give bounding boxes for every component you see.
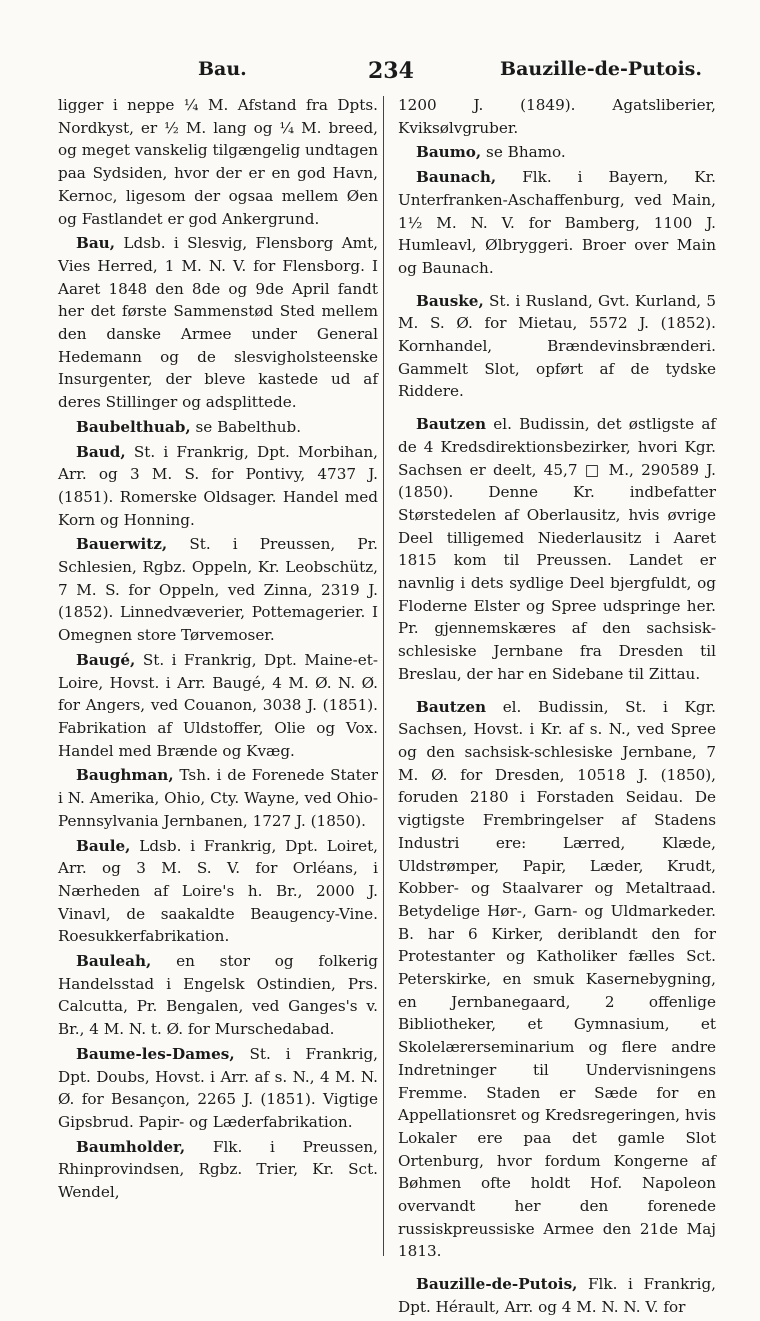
entry-text: Tsh. i de Forenede Stater i N. Amerika, Ohio, Cty. Wayne, ved Ohio-Pennsylvania Jernbanen, 1727 J. (1850). — [58, 766, 379, 830]
entry-text: Flk. i Frankrig, Dpt. Hérault, Arr. og 4 M. N. N. V. for — [398, 1275, 716, 1316]
dictionary-entry — [398, 1273, 716, 1318]
entry-headword: Bau, — [76, 234, 116, 253]
dictionary-entry — [58, 232, 378, 414]
left-column — [58, 94, 378, 1206]
entry-headword: Bauleah, — [76, 952, 152, 971]
entry-text: St. i Frankrig, Dpt. Morbihan, Arr. og 3 M. S. for Pontivy, 4737 J. (1851). Romerske Oldsager. Handel med Korn og Honning. — [58, 442, 378, 529]
entry-text: Ldsb. i Frankrig, Dpt. Loiret, Arr. og 3 M. S. V. for Orléans, i Nærheden af Loire's h. Br., 2000 J. Vinavl, de saakaldte Beaugency-Vine. Roesukkerfabrikation. — [58, 836, 379, 946]
entry-text: St. i Frankrig, Dpt. Maine-et-Loire, Hovst. i Arr. Baugé, 4 M. Ø. N. Ø. for Angers, ved Couanon, 3038 J. (1851). Fabrikation af Uldstoffer, Olie og Vox. Handel med Brænde og Kvæg. — [58, 650, 378, 760]
dictionary-entry — [58, 416, 378, 439]
entry-text: St. i Preussen, Pr. Schlesien, Rgbz. Oppeln, Kr. Leobschütz, 7 M. S. for Oppeln, ved Zinna, 2319 J. (1852). Linnedvæverier, Pottemagerier. I Omegnen store Tørvemoser. — [58, 535, 379, 645]
header-right-guide-word: Bauzille-de-Putois. — [500, 58, 702, 80]
entry-text: Ldsb. i Slesvig, Flensborg Amt, Vies Herred, 1 M. N. V. for Flensborg. I Aaret 1848 den 8de og 9de April fandt her det første Sammenstød Sted mellem den danske Armee under General Hedemann og de slesvigholsteenske Insurgenter, der bleve kastede ud af deres Stillinger og adsplittede. — [58, 234, 378, 412]
entry-text: St. i Rusland, Gvt. Kurland, 5 M. S. Ø. for Mietau, 5572 J. (1852). Kornhandel, Brændevinsbrænderi. Gammelt Slot, opført af de tydske Riddere. — [398, 291, 717, 401]
entry-text: 1200 J. (1849). Agatsliberier, Kviksølvgruber. — [398, 96, 716, 137]
entry-headword: Bauerwitz, — [76, 535, 168, 554]
entry-text: el. Budissin, det østligste af de 4 Kredsdirektionsbezirker, hvori Kgr. Sachsen er deelt, 45,7 □ M., 290589 J. (1850). Denne Kr. indbefatter Størstedelen af Oberlausitz, hvis øvrige Deel tilligemed Niederlausitz i Aaret 1815 kom til Preussen. Landet er navnlig i dets sydlige Deel bjergfuldt, og Floderne Elster og Spree udspringe her. Pr. gjennemskæres af den sachsisk-schlesiske Jernbane fra Dresden til Breslau, der har en Sidebane til Zittau. — [398, 415, 716, 683]
entry-headword: Bautzen — [416, 415, 487, 434]
dictionary-entry — [398, 166, 716, 280]
dictionary-entry — [58, 950, 378, 1041]
entry-text: Flk. i Bayern, Kr. Unterfranken-Aschaffenburg, ved Main, 1½ M. N. V. for Bamberg, 1100 J. Humleavl, Ølbryggeri. Broer over Main og Baunach. — [398, 168, 716, 277]
dictionary-entry — [58, 1043, 378, 1134]
entry-text: el. Budissin, St. i Kgr. Sachsen, Hovst. i Kr. af s. N., ved Spree og den sachsisk-schlesiske Jernbane, 7 M. Ø. for Dresden, 10518 J. (1850), foruden 2180 i Forstaden Seidau. De vigtigste Frembringelser af Stadens Industri ere: Lærred, Klæde, Uldstrømper, Papir, Læder, Krudt, Kobber- og Staalvarer og Metaltraad. Betydelige Hør-, Garn- og Uldmarkeder. B. har 6 Kirker, deriblandt den for Protestanter og Katholiker fælles Sct. Peterskirke, en smuk Kasernebygning, en Jernbanegaard, 2 offenlige Bibliotheker, et Gymnasium, et Skolelærerseminarium og flere andre Indretninger til Undervisningens Fremme. Staden er Sæde for en Appellationsret og Kredsregeringen, hvis Lokaler ere paa det gamle Slot Ortenburg, hvor fordum Kongerne af Bøhmen ofte holdt Hof. Napoleon overvandt her den forenede russiskpreussiske Armee den 21de Maj 1813. — [398, 697, 717, 1261]
dictionary-entry — [58, 764, 378, 832]
dictionary-entry — [398, 94, 716, 139]
entry-headword: Bauzille-de-Putois, — [416, 1275, 578, 1294]
entry-text: se Bhamo. — [486, 143, 566, 162]
entry-headword: Baume-les-Dames, — [76, 1044, 235, 1063]
dictionary-entry — [398, 696, 716, 1264]
entry-text: Flk. i Preussen, Rhinprovindsen, Rgbz. Trier, Kr. Sct. Wendel, — [58, 1137, 379, 1202]
entry-headword: Baughman, — [76, 766, 174, 785]
column-divider — [383, 96, 384, 1256]
right-column — [398, 94, 716, 1321]
dictionary-entry — [58, 835, 378, 949]
entry-headword: Bauske, — [416, 291, 484, 310]
dictionary-entry — [398, 141, 716, 164]
entry-headword: Baud, — [76, 442, 126, 461]
dictionary-entry — [398, 413, 716, 685]
dictionary-entry — [58, 441, 378, 532]
entry-headword: Baubelthuab, — [76, 417, 191, 436]
entry-headword: Baule, — [76, 836, 131, 855]
entry-headword: Baunach, — [416, 168, 497, 187]
dictionary-entry — [398, 290, 716, 404]
entry-text: ligger i neppe ¼ M. Afstand fra Dpts. Nordkyst, er ½ M. lang og ¼ M. breed, og meget vanskelig tilgængelig undtagen paa Sydsiden, hvor der er en god Havn, Kernoc, ligesom der ogsaa mellem Øen og Fastlandet er god Ankergrund. — [58, 96, 378, 228]
running-header — [58, 58, 712, 90]
entry-text: St. i Frankrig, Dpt. Doubs, Hovst. i Arr. af s. N., 4 M. N. Ø. for Besançon, 2265 J. (1851). Vigtige Gipsbrud. Papir- og Læderfabrikation. — [58, 1044, 378, 1131]
page-number: 234 — [368, 58, 414, 84]
entry-headword: Bautzen — [416, 697, 487, 716]
entry-headword: Baumholder, — [76, 1137, 186, 1156]
dictionary-entry — [58, 94, 378, 230]
dictionary-entry — [58, 533, 378, 647]
dictionary-entry — [58, 649, 378, 763]
header-left-guide-word: Bau. — [198, 58, 247, 80]
entry-headword: Baugé, — [76, 650, 136, 669]
entry-text: se Babelthub. — [195, 417, 302, 436]
entry-headword: Baumo, — [416, 143, 482, 162]
dictionary-entry — [58, 1136, 378, 1204]
entry-text: en stor og folkerig Handelsstad i Engelsk Ostindien, Prs. Calcutta, Pr. Bengalen, ved Ganges's v. Br., 4 M. N. t. Ø. for Murschedabad. — [58, 952, 379, 1039]
